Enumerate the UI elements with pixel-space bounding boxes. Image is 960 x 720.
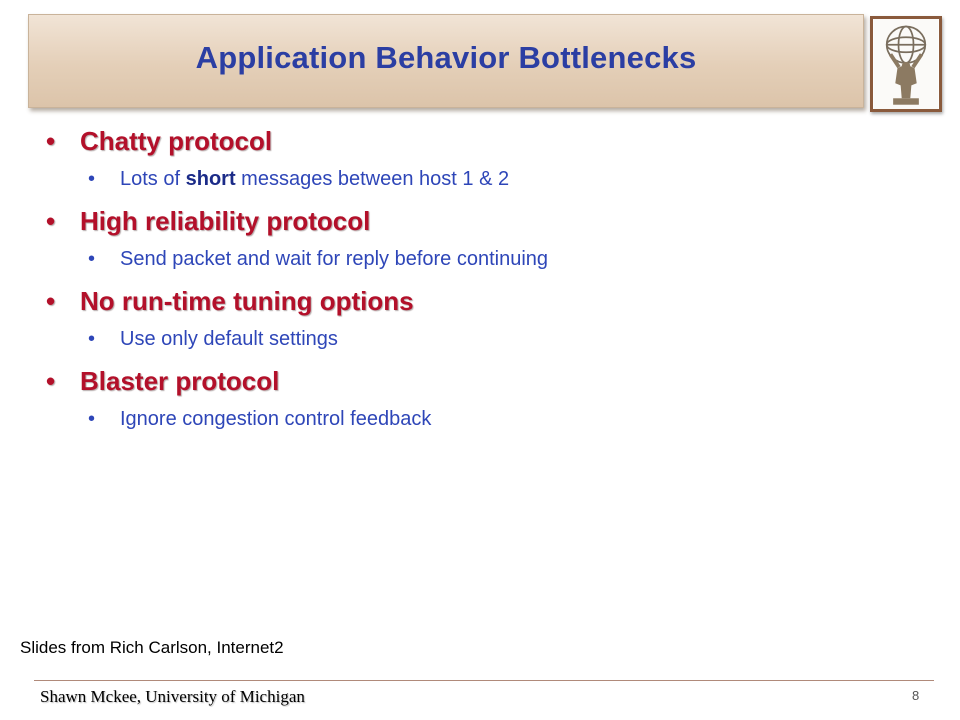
bullet-sub-chatty: [46, 164, 866, 204]
bullet-icon: •: [88, 328, 96, 350]
bullet-icon: •: [46, 206, 56, 236]
atlas-statue-logo: [870, 16, 942, 112]
bullet-sub-text: Send packet and wait for reply before continuing: [120, 248, 549, 270]
bullet-sub-text: Lots of: [120, 168, 186, 190]
bullet-sub-text: Ignore congestion control feedback: [120, 408, 432, 430]
bullet-heading-reliability: [46, 204, 866, 244]
bullet-sub-text: Use only default settings: [120, 328, 338, 350]
bullet-sub-tuning: [46, 324, 866, 364]
bullet-sub-emphasis: short: [185, 168, 236, 190]
bullet-heading-text: No run-time tuning options: [80, 286, 414, 316]
bullet-sub-reliability: [46, 244, 866, 284]
bullet-icon: •: [88, 408, 96, 430]
bullet-sub-text: messages between host 1 & 2: [235, 168, 510, 190]
footer-divider: [34, 680, 934, 681]
bullet-heading-chatty: [46, 124, 866, 164]
bullet-heading-text: Blaster protocol: [80, 366, 280, 396]
bullet-heading-tuning: [46, 284, 866, 324]
title-banner: [28, 14, 864, 108]
slide-title: Application Behavior Bottlenecks: [195, 40, 697, 75]
bullet-icon: •: [88, 248, 96, 270]
footer-author: Shawn Mckee, University of Michigan: [40, 687, 305, 706]
bullet-heading-text: Chatty protocol: [80, 126, 273, 156]
bullet-icon: •: [46, 366, 56, 396]
bullet-list: [46, 124, 866, 444]
page-number: 8: [912, 688, 920, 703]
source-note: Slides from Rich Carlson, Internet2: [20, 638, 284, 657]
bullet-heading-blaster: [46, 364, 866, 404]
bullet-icon: •: [46, 126, 56, 156]
bullet-sub-blaster: [46, 404, 866, 444]
bullet-heading-text: High reliability protocol: [80, 206, 371, 236]
bullet-icon: •: [88, 168, 96, 190]
bullet-icon: •: [46, 286, 56, 316]
